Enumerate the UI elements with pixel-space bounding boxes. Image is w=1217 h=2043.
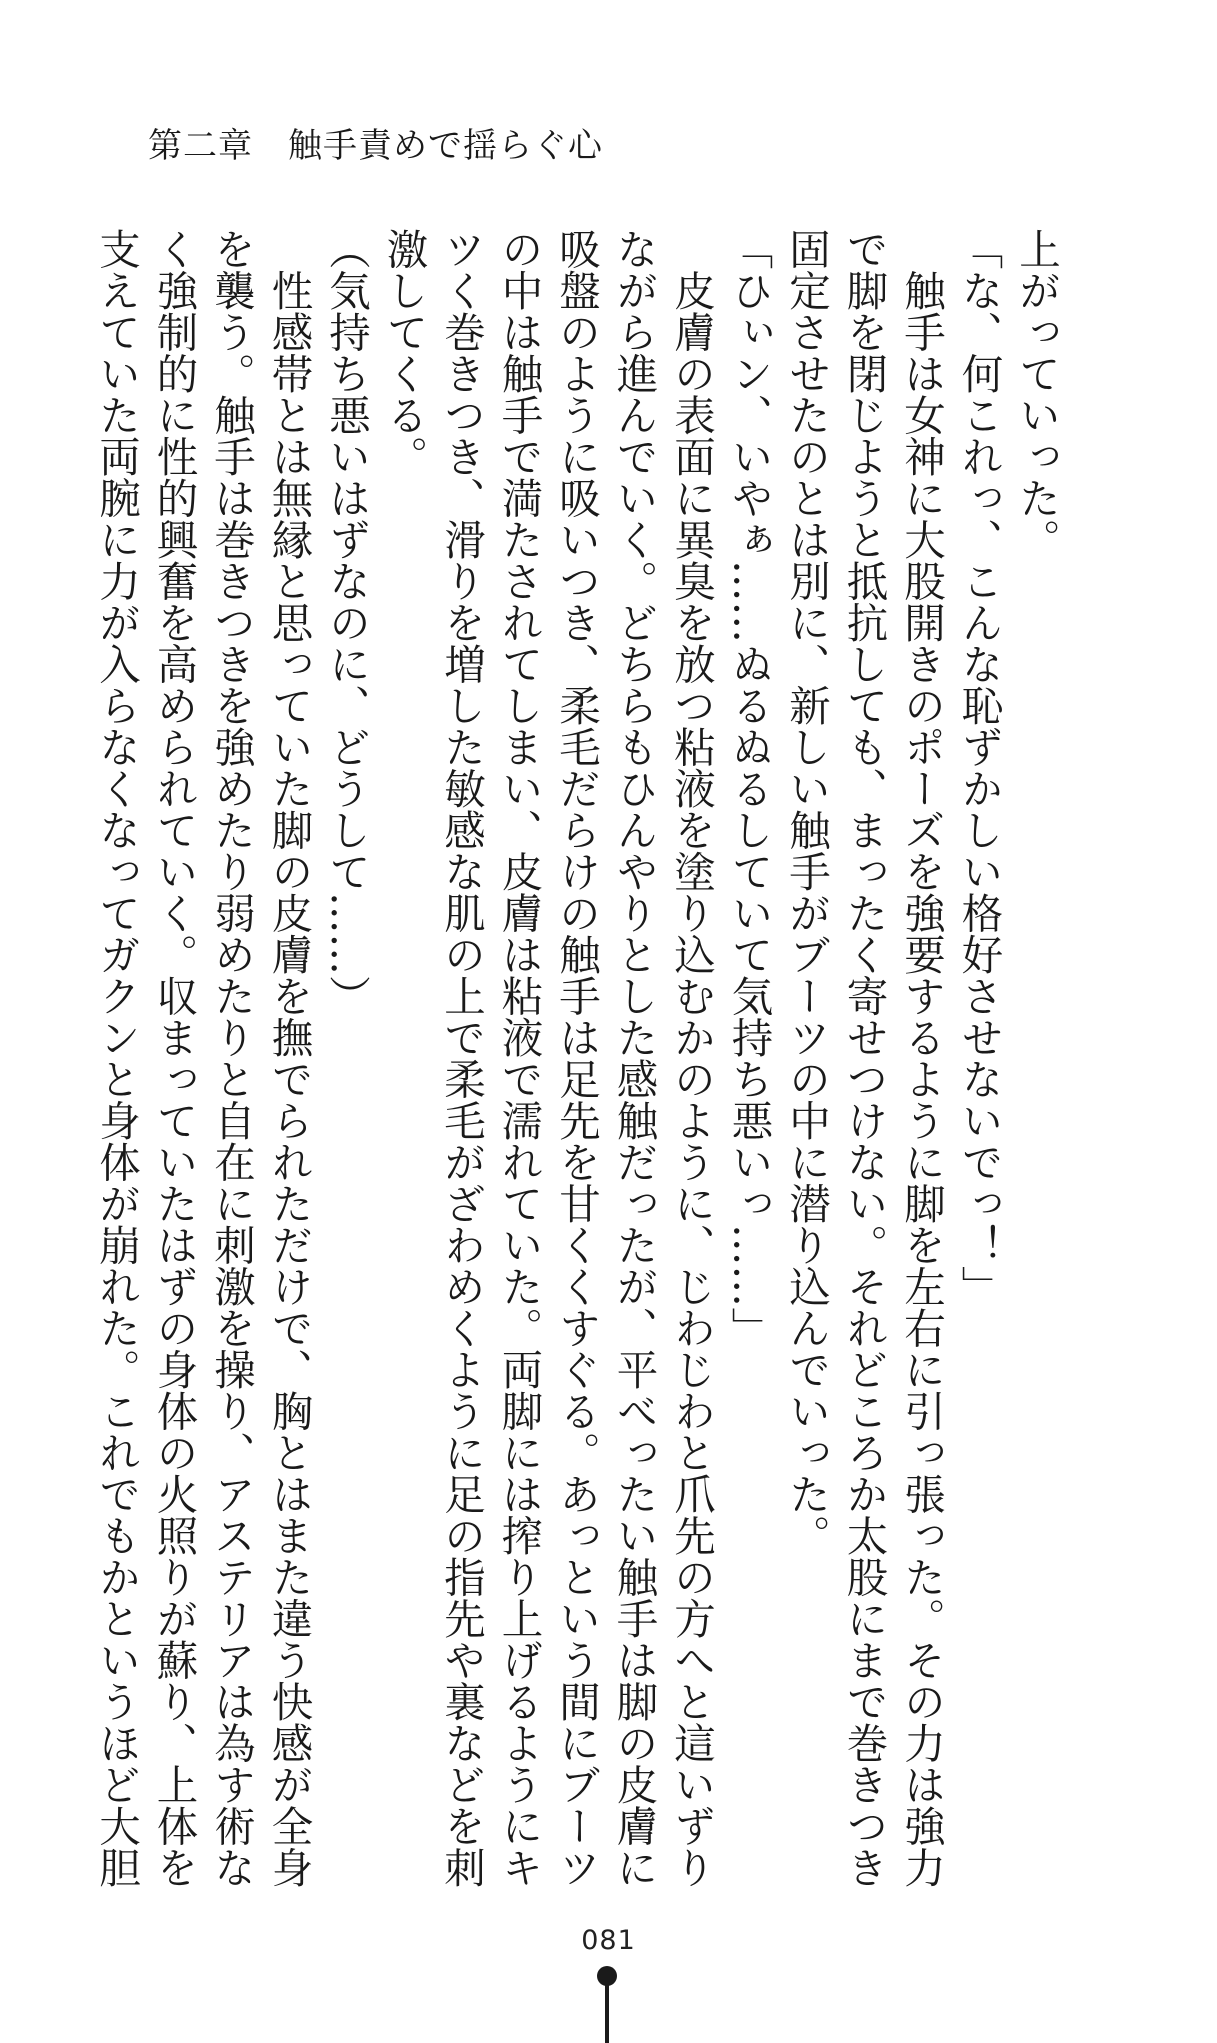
page-number: 081	[581, 1925, 636, 1956]
text-line: 激してくる。	[379, 228, 429, 477]
text-line: 触手は女神に大股開きのポーズを強要するように脚を左右に引っ張った。その力は強力	[897, 228, 946, 1888]
text-line: で脚を閉じようと抵抗しても、まったく寄せつけない。それどころか太股にまで巻きつき	[839, 228, 889, 1888]
text-line: 「な、何これっ、こんな恥ずかしい格好させないでっ！」	[954, 228, 1004, 1307]
text-line: 上がっていった。	[1012, 228, 1061, 560]
text-line: 皮膚の表面に異臭を放つ粘液を塗り込むかのように、じわじわと爪先の方へと這いずり	[667, 228, 716, 1888]
text-line: ツく巻きつき、滑りを増した敏感な肌の上で柔毛がざわめくように足の指先や裏などを刺	[437, 228, 486, 1888]
text-line: 支えていた両腕に力が入らなくなってガクンと身体が崩れた。これでもかというほど大胆	[92, 228, 141, 1888]
text-line: く強制的に性的興奮を高められていく。収まっていたはずの身体の火照りが蘇り、上体を	[149, 228, 199, 1888]
text-line: を襲う。触手は巻きつきを強めたり弱めたりと自在に刺激を操り、アステリアは為す術な	[207, 228, 256, 1888]
text-line: 吸盤のように吸いつき、柔毛だらけの触手は足先を甘くくすぐる。あっという間にブーツ	[552, 228, 601, 1888]
vertical-body-text	[88, 228, 1066, 1888]
text-line: 「ひぃン、いやぁ……ぬるぬるしていて気持ち悪いっ……」	[724, 228, 774, 1349]
text-line: （気持ち悪いはずなのに、どうして……）	[322, 228, 371, 1017]
text-line: ながら進んでいく。どちらもひんやりとした感触だったが、平べったい触手は脚の皮膚に	[609, 228, 659, 1888]
folio-ornament-stem	[605, 1984, 609, 2043]
folio-ornament-dot	[597, 1966, 617, 1986]
text-line: 性感帯とは無縁と思っていた脚の皮膚を撫でられただけで、胸とはまた違う快感が全身	[264, 228, 314, 1888]
text-line: 固定させたのとは別に、新しい触手がブーツの中に潜り込んでいった。	[782, 228, 831, 1556]
running-head-chapter-title: 第二章 触手責めで揺らぐ心	[148, 126, 603, 166]
text-line: の中は触手で満たされてしまい、皮膚は粘液で濡れていた。両脚には搾り上げるようにキ	[494, 228, 544, 1888]
